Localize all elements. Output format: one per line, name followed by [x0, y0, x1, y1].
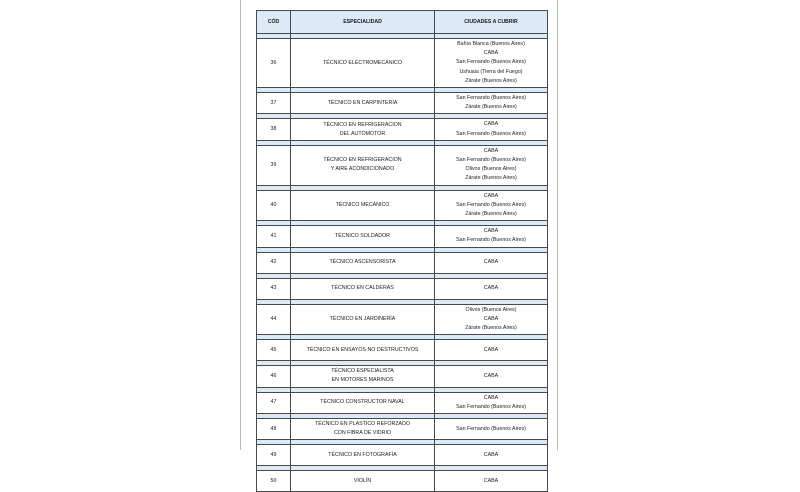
city-item: CABA	[483, 394, 499, 401]
cell-ciudades	[435, 93, 548, 114]
cell-especialidad	[291, 190, 435, 221]
cell-ciudades	[435, 145, 548, 185]
especialidad-line: CON FIBRA DE VIDRIO	[333, 430, 392, 437]
table-row	[257, 252, 548, 273]
city-item: CABA	[483, 372, 499, 379]
cell-especialidad	[291, 278, 435, 299]
table-row	[257, 366, 548, 387]
cell-cod: 46	[257, 366, 291, 387]
especialidad-line: TÉCNICO EN PLASTICO REFORZADO	[314, 421, 411, 428]
cell-especialidad	[291, 471, 435, 492]
city-item: Zárate (Buenos Aires)	[465, 104, 517, 111]
cell-especialidad	[291, 340, 435, 361]
city-item: CABA	[483, 192, 499, 199]
table-row	[257, 340, 548, 361]
cell-especialidad	[291, 119, 435, 140]
table-row	[257, 471, 548, 492]
table-row	[257, 418, 548, 439]
city-item: CABA	[483, 258, 499, 265]
city-item: Ushuaia (Tierra del Fuego)	[459, 68, 523, 75]
especialidad-line: TÉCNICO EN REFRIGERACION	[323, 157, 402, 164]
table-row	[257, 119, 548, 140]
especialidad-line: TÉCNICO CONSTRUCTOR NAVAL	[320, 399, 405, 406]
city-item: CABA	[483, 284, 499, 291]
cell-ciudades	[435, 340, 548, 361]
especialidad-line: EN MOTORES MARINOS	[331, 377, 394, 384]
city-item: Olivos (Buenos Aires)	[465, 166, 517, 173]
cell-cod: 40	[257, 190, 291, 221]
cell-ciudades	[435, 39, 548, 88]
specialties-table	[256, 10, 548, 492]
especialidad-line: TÉCNICO EN CALDERAS	[331, 285, 394, 292]
cell-ciudades	[435, 119, 548, 140]
especialidad-line: TÉCNICO EN REFRIGERACION	[323, 121, 402, 128]
city-item: Zárate (Buenos Aires)	[465, 324, 517, 331]
city-item: CABA	[483, 50, 499, 57]
cell-cod: 37	[257, 93, 291, 114]
cell-especialidad	[291, 39, 435, 88]
cell-cod: 47	[257, 392, 291, 413]
especialidad-line: TÉCNICO ELECTROMECÁNICO	[323, 59, 402, 66]
especialidad-line: TÉCNICO EN CARPINTERÍA	[327, 99, 398, 106]
table-row	[257, 145, 548, 185]
table-row	[257, 392, 548, 413]
especialidad-line: TÉCNICO SOLDADOR	[334, 232, 391, 239]
cell-ciudades	[435, 471, 548, 492]
cell-cod: 42	[257, 252, 291, 273]
header-cod: CÓD	[257, 11, 291, 34]
table-body	[257, 34, 548, 492]
cell-ciudades	[435, 304, 548, 335]
table-row	[257, 226, 548, 247]
city-item: CABA	[483, 315, 499, 322]
especialidad-line: VIOLÍN	[353, 477, 372, 484]
cell-ciudades	[435, 418, 548, 439]
table-row	[257, 93, 548, 114]
cell-especialidad	[291, 145, 435, 185]
especialidad-line: Y AIRE ACONDICIONADO	[330, 166, 395, 173]
cell-cod: 36	[257, 39, 291, 88]
cell-ciudades	[435, 226, 548, 247]
table-header-row	[257, 11, 548, 34]
especialidad-line: TÉCNICO ESPECIALISTA	[331, 368, 394, 375]
cell-cod: 44	[257, 304, 291, 335]
cell-cod: 43	[257, 278, 291, 299]
table-row	[257, 304, 548, 335]
cell-especialidad	[291, 366, 435, 387]
cell-cod: 38	[257, 119, 291, 140]
cell-ciudades	[435, 278, 548, 299]
city-item: Zárate (Buenos Aires)	[465, 77, 517, 84]
table-row	[257, 39, 548, 88]
city-item: CABA	[483, 121, 499, 128]
especialidad-line: TÉCNICO EN ENSAYOS NO DESTRUCTIVOS	[306, 346, 419, 353]
header-ciudades: CIUDADES A CUBRIR	[435, 11, 548, 34]
cell-ciudades	[435, 190, 548, 221]
city-item: San Fernando (Buenos Aires)	[456, 403, 526, 410]
document-page	[240, 0, 558, 484]
city-item: San Fernando (Buenos Aires)	[456, 237, 526, 244]
cell-cod: 50	[257, 471, 291, 492]
table-row	[257, 278, 548, 299]
cell-especialidad	[291, 93, 435, 114]
city-item: Zárate (Buenos Aires)	[465, 210, 517, 217]
cell-ciudades	[435, 252, 548, 273]
header-especialidad: ESPECIALIDAD	[291, 11, 435, 34]
city-item: CABA	[483, 451, 499, 458]
table-row	[257, 445, 548, 466]
city-item: CABA	[483, 147, 499, 154]
cell-ciudades	[435, 392, 548, 413]
especialidad-line: TÉCNICO EN FOTOGRAFÍA	[328, 451, 397, 458]
cell-especialidad	[291, 445, 435, 466]
city-item: Olivos (Buenos Aires)	[465, 306, 517, 313]
cell-cod: 49	[257, 445, 291, 466]
city-item: San Fernando (Buenos Aires)	[456, 425, 526, 432]
especialidad-line: TÉCNICO ASCENSORISTA	[329, 259, 396, 266]
especialidad-line: TÉCNICO MECÁNICO	[335, 201, 390, 208]
cell-especialidad	[291, 392, 435, 413]
city-item: CABA	[483, 477, 499, 484]
city-item: CABA	[483, 228, 499, 235]
city-item: San Fernando (Buenos Aires)	[456, 156, 526, 163]
city-item: San Fernando (Buenos Aires)	[456, 94, 526, 101]
cell-especialidad	[291, 418, 435, 439]
city-item: Bahía Blanca (Buenos Aires)	[457, 40, 525, 47]
city-item: CABA	[483, 346, 499, 353]
especialidad-line: TÉCNICO EN JARDINERÍA	[329, 315, 396, 322]
city-item: San Fernando (Buenos Aires)	[456, 201, 526, 208]
cell-cod: 39	[257, 145, 291, 185]
cell-ciudades	[435, 445, 548, 466]
cell-especialidad	[291, 226, 435, 247]
city-item: San Fernando (Buenos Aires)	[456, 59, 526, 66]
cell-especialidad	[291, 252, 435, 273]
cell-ciudades	[435, 366, 548, 387]
city-item: Zárate (Buenos Aires)	[465, 175, 517, 182]
cell-cod: 45	[257, 340, 291, 361]
cell-cod: 41	[257, 226, 291, 247]
city-item: San Fernando (Buenos Aires)	[456, 130, 526, 137]
especialidad-line: DEL AUTOMOTOR	[339, 130, 386, 137]
cell-especialidad	[291, 304, 435, 335]
table-row	[257, 190, 548, 221]
cell-cod: 48	[257, 418, 291, 439]
